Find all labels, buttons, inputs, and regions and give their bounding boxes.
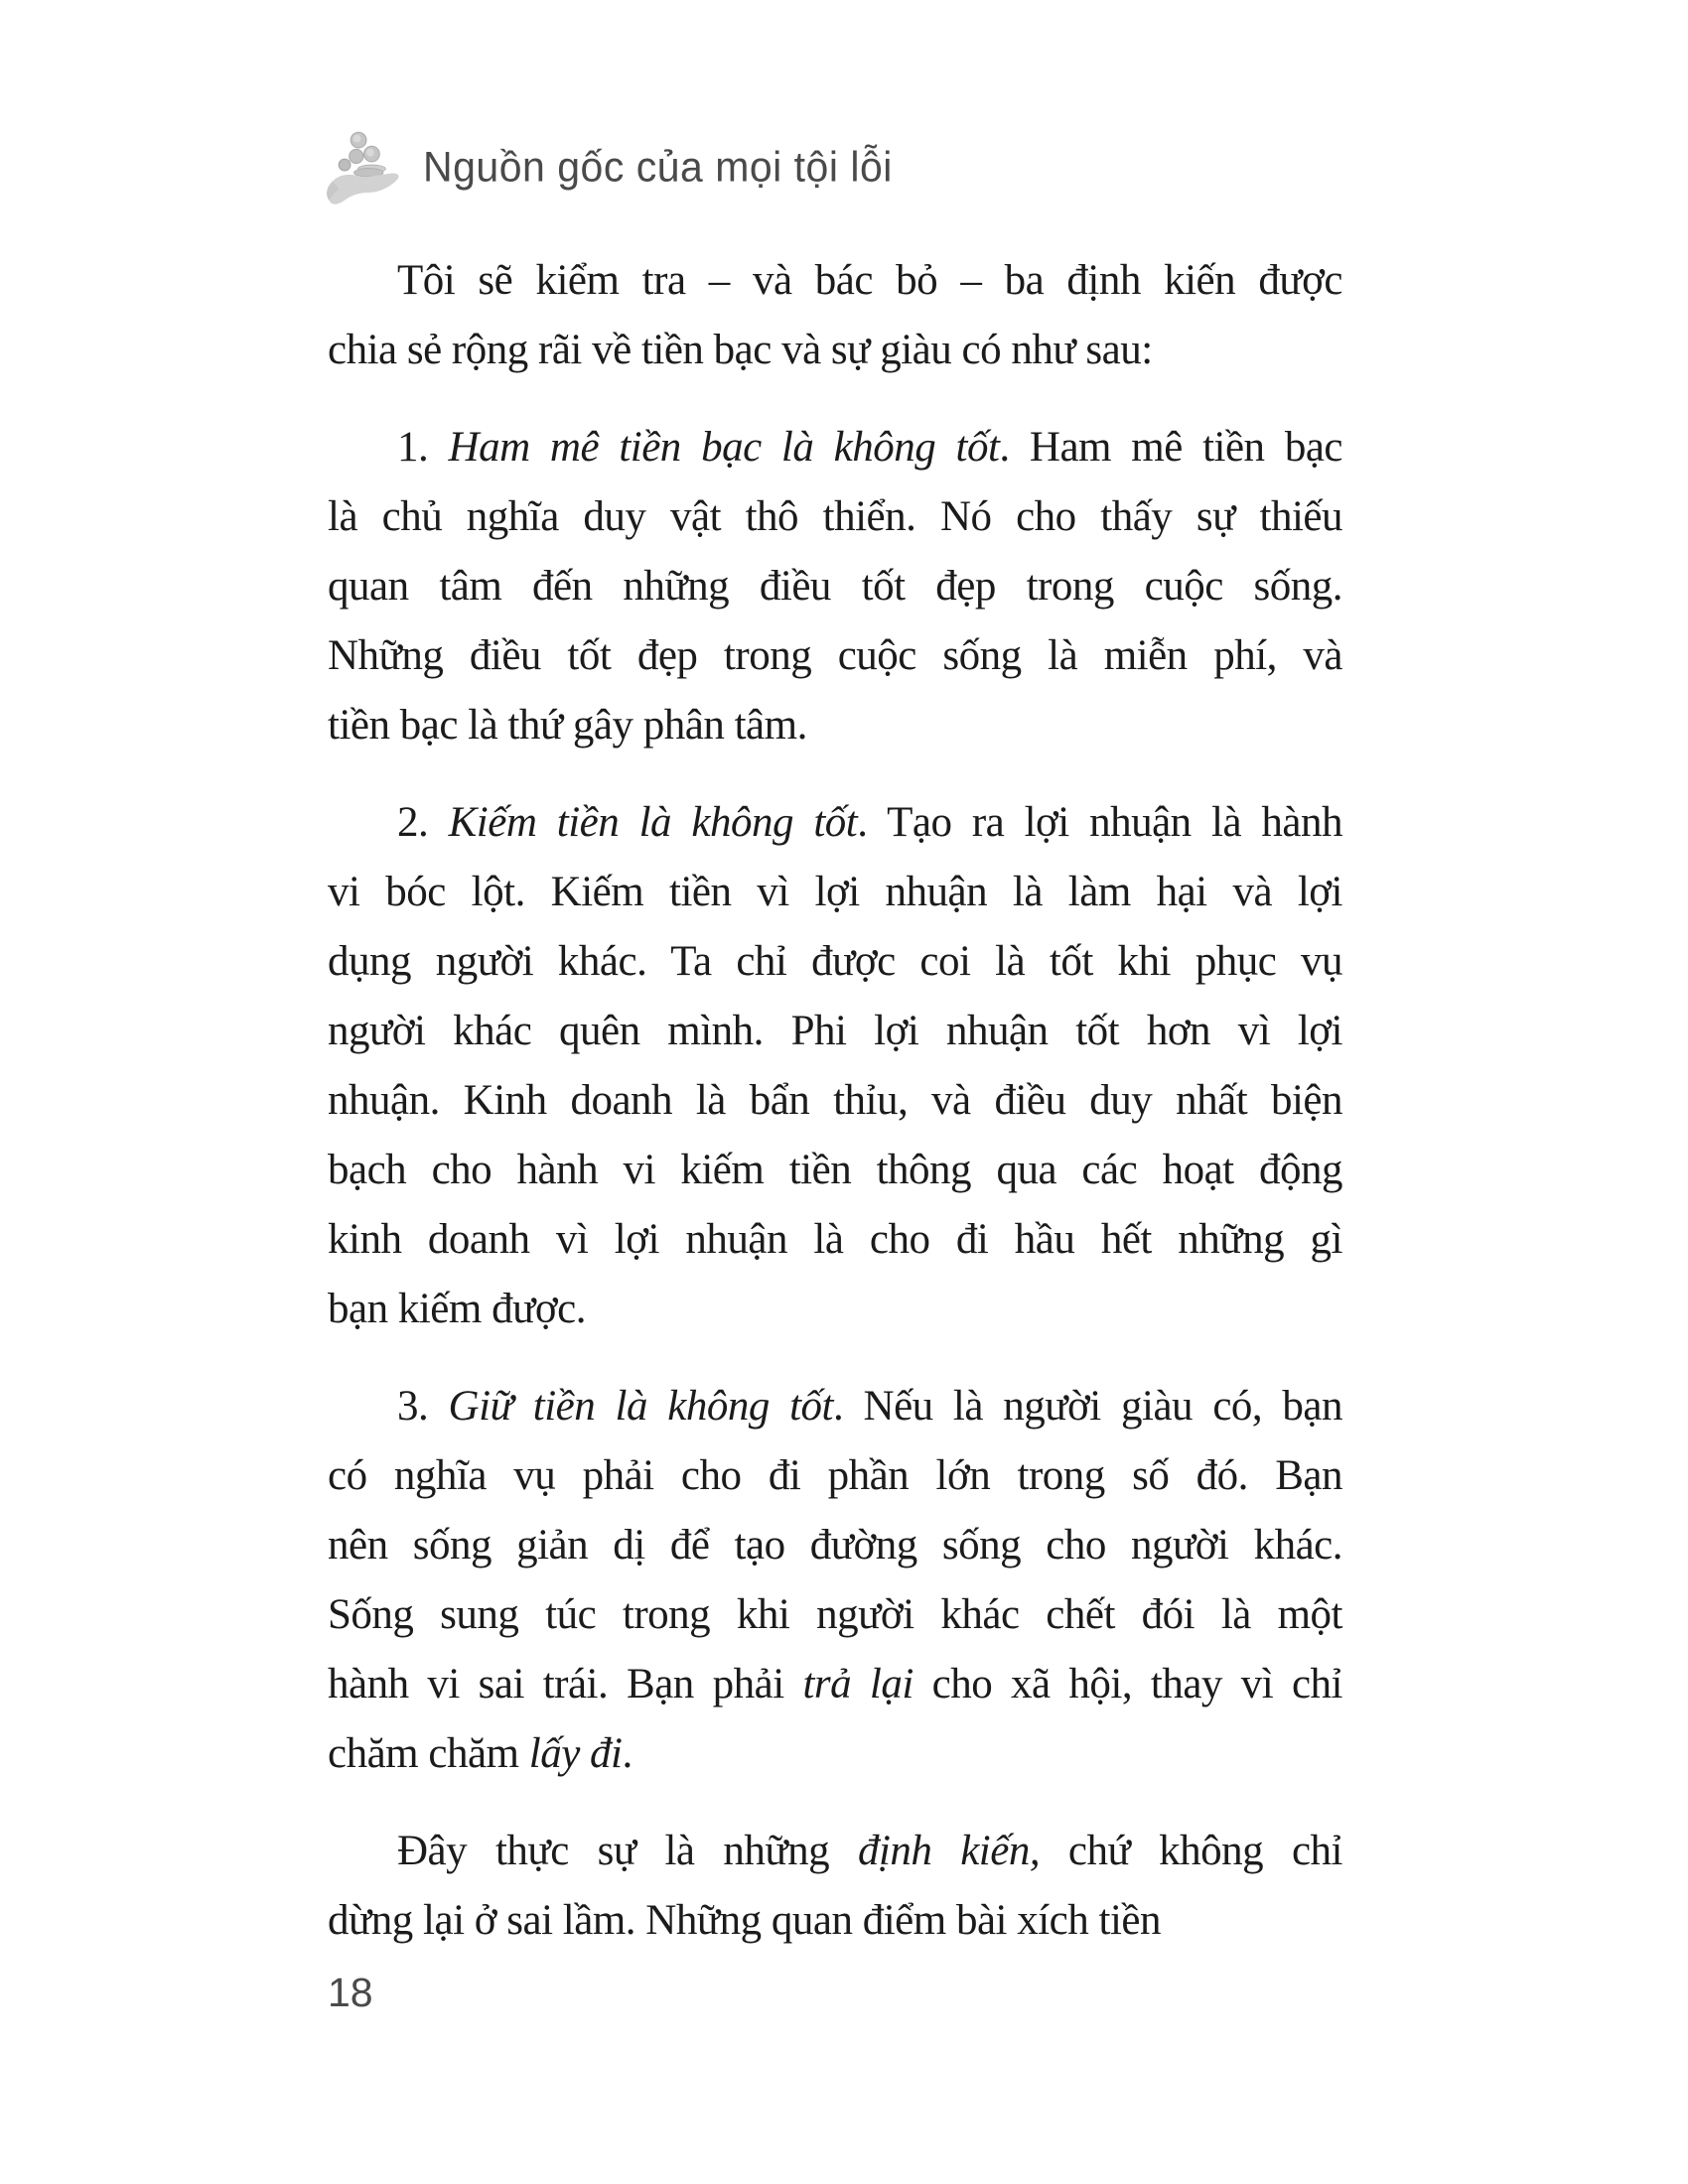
text-line <box>328 1205 1342 1275</box>
hand-coins-icon <box>324 128 401 205</box>
text-line <box>328 858 1342 927</box>
italic-text-run: lấy đi <box>528 1730 623 1777</box>
text-run: người khác quên mình. Phi lợi nhuận tốt hơn vì lợi <box>328 1008 1342 1054</box>
text-run: tiền bạc là thứ gây phân tâm. <box>328 702 807 749</box>
text-line <box>328 1511 1342 1580</box>
text-line <box>328 927 1342 997</box>
text-run: . <box>622 1730 633 1777</box>
text-run: . Ham mê tiền bạc <box>999 424 1342 471</box>
text-line <box>328 1886 1342 1956</box>
text-run: Tôi sẽ kiểm tra – và bác bỏ – ba định kiến được <box>397 257 1342 304</box>
italic-text-run: trả lại <box>802 1661 914 1707</box>
italic-text-run: Ham mê tiền bạc là không tốt <box>448 424 1000 471</box>
running-head-title: Nguồn gốc của mọi tội lỗi <box>423 142 893 191</box>
text-run: . Nếu là người giàu có, bạn <box>833 1383 1343 1430</box>
text-run: Sống sung túc trong khi người khác chết đói là một <box>328 1591 1342 1638</box>
paragraph <box>328 413 1342 760</box>
text-run: 1. <box>397 424 449 471</box>
text-run: dừng lại ở sai lầm. Những quan điểm bài xích tiền <box>328 1897 1161 1944</box>
text-run: bạn kiếm được. <box>328 1286 586 1332</box>
text-run: Đây thực sự là những <box>397 1828 858 1874</box>
text-line <box>328 1580 1342 1650</box>
text-line <box>328 1650 1342 1719</box>
text-line <box>328 1817 1342 1886</box>
text-run: là chủ nghĩa duy vật thô thiển. Nó cho thấy sự thiếu <box>328 493 1342 540</box>
text-run: Những điều tốt đẹp trong cuộc sống là miễn phí, và <box>328 632 1342 679</box>
text-run: chăm chăm <box>328 1730 529 1777</box>
text-line <box>328 621 1342 691</box>
italic-text-run: định kiến, <box>857 1828 1041 1874</box>
text-run: nên sống giản dị để tạo đường sống cho người khác. <box>328 1522 1342 1569</box>
text-run: . Tạo ra lợi nhuận là hành <box>857 799 1343 846</box>
text-line <box>328 997 1342 1066</box>
text-run: hành vi sai trái. Bạn phải <box>328 1661 803 1707</box>
running-head <box>324 125 893 208</box>
text-line <box>328 1136 1342 1205</box>
body-text <box>328 246 1342 1956</box>
paragraph <box>328 1817 1342 1956</box>
text-run: bạch cho hành vi kiếm tiền thông qua các hoạt động <box>328 1147 1342 1193</box>
text-line <box>328 316 1342 385</box>
paragraph <box>328 788 1342 1344</box>
text-run: chứ không chỉ <box>1040 1828 1342 1874</box>
text-run: vi bóc lột. Kiếm tiền vì lợi nhuận là làm hại và lợi <box>328 869 1342 915</box>
text-line <box>328 413 1342 482</box>
text-run: quan tâm đến những điều tốt đẹp trong cuộc sống. <box>328 563 1342 610</box>
text-run: chia sẻ rộng rãi về tiền bạc và sự giàu có như sau: <box>328 327 1153 373</box>
italic-text-run: Giữ tiền là không tốt <box>448 1383 833 1430</box>
page-number: 18 <box>328 1970 373 2015</box>
text-line <box>328 1719 1342 1789</box>
paragraph <box>328 1372 1342 1789</box>
text-run: có nghĩa vụ phải cho đi phần lớn trong số đó. Bạn <box>328 1452 1342 1499</box>
text-line <box>328 552 1342 621</box>
text-line <box>328 482 1342 552</box>
text-line <box>328 1441 1342 1511</box>
text-run: 3. <box>397 1383 449 1430</box>
text-line <box>328 1066 1342 1136</box>
text-line <box>328 1372 1342 1441</box>
text-line <box>328 788 1342 858</box>
text-run: nhuận. Kinh doanh là bẩn thỉu, và điều duy nhất biện <box>328 1077 1342 1124</box>
text-line <box>328 246 1342 316</box>
text-line <box>328 691 1342 760</box>
italic-text-run: Kiếm tiền là không tốt <box>448 799 858 846</box>
paragraph <box>328 246 1342 385</box>
text-line <box>328 1275 1342 1344</box>
text-run: cho xã hội, thay vì chỉ <box>913 1661 1342 1707</box>
text-run: kinh doanh vì lợi nhuận là cho đi hầu hết những gì <box>328 1216 1342 1263</box>
text-run: dụng người khác. Ta chỉ được coi là tốt khi phục vụ <box>328 938 1342 985</box>
text-run: 2. <box>397 799 449 846</box>
